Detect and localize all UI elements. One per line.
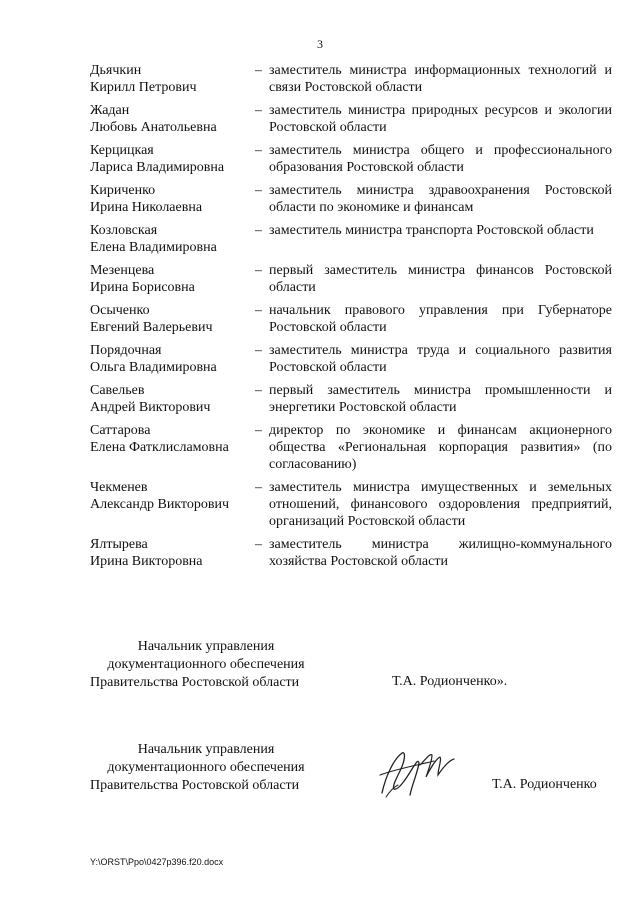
member-role: заместитель министра жилищно-коммунального хозяйства Ростовской области (269, 537, 612, 569)
member-name (90, 382, 255, 416)
member-given-name: Лариса Владимировна (90, 160, 225, 175)
member-role: заместитель министра информационных технологий и связи Ростовской области (269, 63, 612, 95)
member-row (90, 382, 612, 416)
member-given-name: Ирина Борисовна (90, 280, 195, 295)
dash: – (255, 383, 262, 398)
dash: – (255, 537, 262, 552)
member-role: заместитель министра транспорта Ростовской области (269, 223, 594, 238)
member-surname: Осыченко (90, 303, 150, 318)
member-surname: Козловская (90, 223, 158, 238)
dash: – (255, 223, 262, 238)
member-row (90, 222, 612, 256)
dash: – (255, 263, 262, 278)
member-name (90, 182, 255, 216)
member-given-name: Андрей Викторович (90, 400, 211, 415)
member-row (90, 262, 612, 296)
member-row (90, 62, 612, 96)
signoff-1-name: Т.А. Родионченко». (392, 674, 508, 689)
member-role: заместитель министра труда и социального развития Ростовской области (269, 343, 612, 375)
signoff-2-title-line-3: Правительства Ростовской области (90, 778, 300, 793)
dash: – (255, 143, 262, 158)
member-surname: Мезенцева (90, 263, 155, 278)
member-name (90, 422, 255, 473)
member-given-name: Ирина Викторовна (90, 554, 203, 569)
signoff-2-name: Т.А. Родионченко (492, 777, 597, 792)
member-surname: Жадан (90, 103, 130, 118)
signoff-1-title-line-1: Начальник управления (137, 639, 275, 654)
member-surname: Саттарова (90, 423, 151, 438)
member-role: заместитель министра природных ресурсов и экологии Ростовской области (269, 103, 612, 135)
member-surname: Кириченко (90, 183, 156, 198)
signoff-1-title (90, 638, 322, 692)
member-role: первый заместитель министра финансов Ростовской области (269, 263, 612, 295)
signoff-2-title (90, 741, 322, 795)
member-row (90, 302, 612, 336)
member-given-name: Любовь Анатольевна (90, 120, 217, 135)
member-surname: Керцицкая (90, 143, 154, 158)
member-name (90, 102, 255, 136)
signoff-2-title-line-2: документационного обеспечения (107, 760, 305, 775)
member-name (90, 142, 255, 176)
member-row (90, 142, 612, 176)
member-given-name: Евгений Валерьевич (90, 320, 213, 335)
member-given-name: Кирилл Петрович (90, 80, 197, 95)
file-path-footer: Y:\ORST\Ppo\0427p396.f20.docx (90, 857, 224, 867)
member-given-name: Ирина Николаевна (90, 200, 203, 215)
member-row (90, 182, 612, 216)
member-given-name: Елена Фатклисламовна (90, 440, 229, 455)
member-given-name: Елена Владимировна (90, 240, 217, 255)
member-name (90, 302, 255, 336)
member-role: директор по экономике и финансам акционерного общества «Региональная корпорация развития» (по согласованию) (269, 423, 612, 472)
signoff-1-title-line-2: документационного обеспечения (107, 657, 305, 672)
handwritten-signature (372, 745, 472, 805)
member-name (90, 262, 255, 296)
member-surname: Порядочная (90, 343, 162, 358)
member-surname: Ялтырева (90, 537, 148, 552)
member-role: заместитель министра имущественных и земельных отношений, финансового оздоровления предприятий, организаций Ростовской области (269, 480, 612, 529)
members-list (90, 62, 612, 576)
signoff-1-title-line-3: Правительства Ростовской области (90, 675, 300, 690)
member-given-name: Ольга Владимировна (90, 360, 217, 375)
dash: – (255, 423, 262, 438)
signoff-2-title-line-1: Начальник управления (137, 742, 275, 757)
member-row (90, 536, 612, 570)
member-surname: Чекменев (90, 480, 148, 495)
dash: – (255, 103, 262, 118)
member-name (90, 479, 255, 530)
member-name (90, 342, 255, 376)
member-row (90, 342, 612, 376)
dash: – (255, 343, 262, 358)
member-role: заместитель министра общего и профессионального образования Ростовской области (269, 143, 612, 175)
member-given-name: Александр Викторович (90, 497, 230, 512)
dash: – (255, 480, 262, 495)
member-surname: Савельев (90, 383, 145, 398)
dash: – (255, 183, 262, 198)
member-row (90, 102, 612, 136)
member-role: заместитель министра здравоохранения Ростовской области по экономике и финансам (269, 183, 612, 215)
dash: – (255, 303, 262, 318)
member-role: первый заместитель министра промышленности и энергетики Ростовской области (269, 383, 612, 415)
member-name (90, 536, 255, 570)
member-row (90, 422, 612, 473)
member-row (90, 479, 612, 530)
member-name (90, 222, 255, 256)
dash: – (255, 63, 262, 78)
member-surname: Дьячкин (90, 63, 142, 78)
page-number: 3 (317, 37, 323, 51)
member-role: начальник правового управления при Губернаторе Ростовской области (269, 303, 612, 335)
member-name (90, 62, 255, 96)
